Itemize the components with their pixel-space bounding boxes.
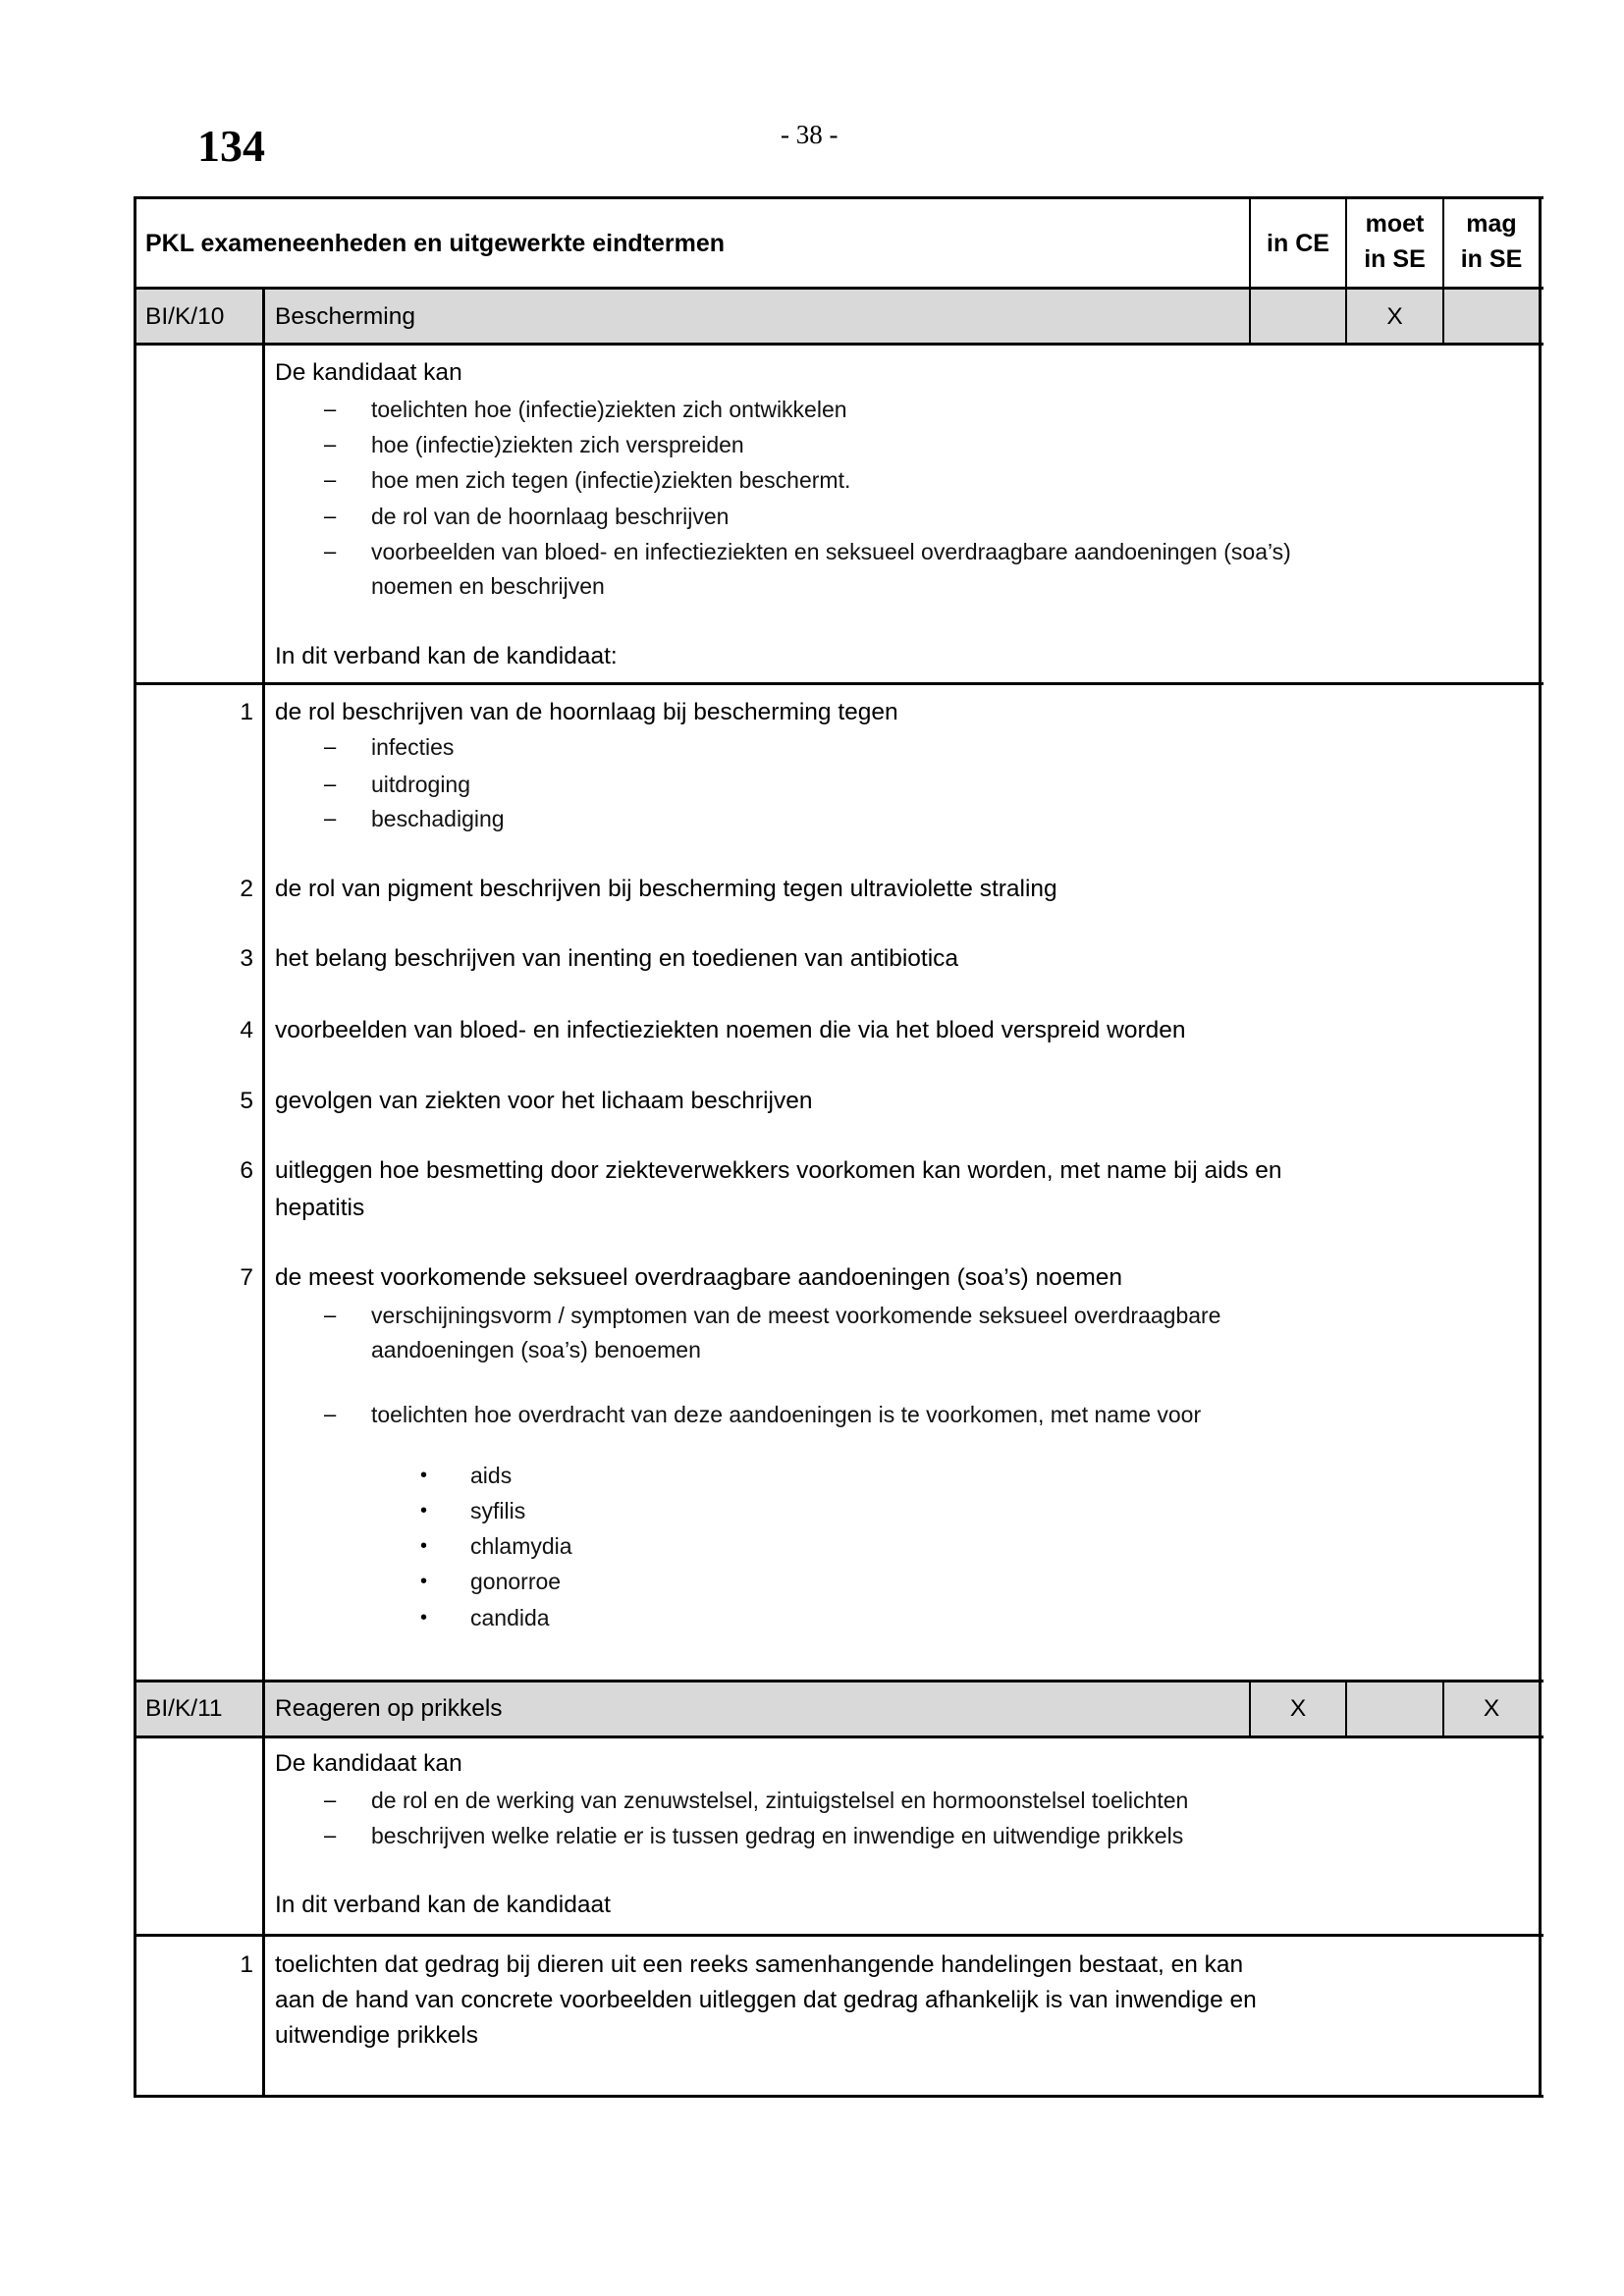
dash-icon: – xyxy=(324,806,337,830)
item-sub: toelichten hoe overdracht van deze aandoeningen is te voorkomen, met name voor xyxy=(371,1402,1202,1427)
row-divider xyxy=(134,343,1543,346)
item-sub: beschadiging xyxy=(371,806,505,831)
bullet-item: gonorroe xyxy=(470,1569,562,1594)
dash-icon: – xyxy=(324,467,337,492)
item-text: voorbeelden van bloed- en infectieziekten noemen die via het bloed verspreid worden xyxy=(275,1017,1186,1043)
unit-title: Reageren op prikkels xyxy=(275,1695,503,1722)
bullet-icon: • xyxy=(420,1535,428,1557)
dash-icon: – xyxy=(324,1303,337,1327)
unit-code: BI/K/11 xyxy=(145,1695,223,1722)
table-border-left xyxy=(134,196,136,2098)
item-sub: infecties xyxy=(371,734,455,760)
col-header-mag-line1: mag xyxy=(1466,210,1517,238)
row-divider xyxy=(134,682,1543,685)
table-title: PKL exameneenheden en uitgewerkte eindtermen xyxy=(145,230,726,257)
intro-item: beschrijven welke relatie er is tussen gedrag en inwendige en uitwendige prikkels xyxy=(371,1823,1184,1848)
bullet-icon: • xyxy=(420,1571,428,1592)
item-number: 7 xyxy=(240,1264,253,1291)
col-header-moet-line2: in SE xyxy=(1364,245,1426,273)
item-text-continuation: uitwendige prikkels xyxy=(275,2022,478,2049)
item-text: gevolgen van ziekten voor het lichaam beschrijven xyxy=(275,1088,813,1114)
unit-in-ce-mark: X xyxy=(1289,1695,1307,1722)
bullet-item: aids xyxy=(470,1463,513,1488)
intro-item: hoe (infectie)ziekten zich verspreiden xyxy=(371,432,744,457)
bullet-item: chlamydia xyxy=(470,1533,572,1559)
intro-item: de rol van de hoornlaag beschrijven xyxy=(371,504,730,529)
bullet-icon: • xyxy=(420,1500,428,1522)
intro-item: de rol en de werking van zenuwstelsel, zintuigstelsel en hormoonstelsel toelichten xyxy=(371,1788,1189,1813)
col-header-moet-line1: moet xyxy=(1365,210,1425,238)
dash-icon: – xyxy=(324,1402,337,1426)
intro-item: toelichten hoe (infectie)ziekten zich ontwikkelen xyxy=(371,397,847,422)
col-divider-moet xyxy=(1345,1681,1347,1737)
bullet-icon: • xyxy=(420,1465,428,1486)
item-text: uitleggen hoe besmetting door ziekteverwekkers voorkomen kan worden, met name bij aids en xyxy=(275,1157,1282,1184)
item-number: 3 xyxy=(240,945,253,972)
item-sub: verschijningsvorm / symptomen van de meest voorkomende seksueel overdraagbare xyxy=(371,1303,1221,1328)
intro-text: De kandidaat kan xyxy=(275,359,462,386)
intro-text: De kandidaat kan xyxy=(275,1750,462,1777)
bullet-icon: • xyxy=(420,1607,428,1629)
table-border-bottom xyxy=(134,2095,1543,2098)
item-number: 1 xyxy=(240,699,253,725)
item-sub: uitdroging xyxy=(371,772,471,797)
unit-title: Bescherming xyxy=(275,303,415,330)
table-border-top xyxy=(134,196,1543,199)
col-divider-ce xyxy=(1249,196,1251,345)
item-number: 1 xyxy=(240,1951,253,1978)
bullet-item: candida xyxy=(470,1605,550,1630)
dash-icon: – xyxy=(324,397,337,421)
item-number: 4 xyxy=(240,1017,253,1043)
dash-icon: – xyxy=(324,1823,337,1847)
table-border-right xyxy=(1539,196,1542,2098)
item-text: toelichten dat gedrag bij dieren uit een reeks samenhangende handelingen bestaat, en kan xyxy=(275,1951,1244,1978)
row-divider xyxy=(134,1934,1543,1937)
page-number: 134 xyxy=(197,121,265,171)
col-header-in-ce: in CE xyxy=(1267,230,1329,257)
row-divider xyxy=(134,1735,1543,1738)
intro-item: hoe men zich tegen (infectie)ziekten beschermt. xyxy=(371,467,851,493)
item-text: de rol van pigment beschrijven bij bescherming tegen ultraviolette straling xyxy=(275,876,1057,902)
item-text: de meest voorkomende seksueel overdraagbare aandoeningen (soa’s) noemen xyxy=(275,1264,1123,1291)
unit-moet-in-se-mark: X xyxy=(1386,303,1403,330)
dash-icon: – xyxy=(324,432,337,456)
intro-item-continuation: noemen en beschrijven xyxy=(371,573,605,599)
row-divider xyxy=(134,1680,1543,1682)
dash-icon: – xyxy=(324,772,337,796)
code-column-divider xyxy=(262,288,265,2097)
row-divider xyxy=(134,287,1543,290)
bullet-item: syfilis xyxy=(470,1498,526,1523)
item-text-continuation: hepatitis xyxy=(275,1195,365,1221)
folio: - 38 - xyxy=(781,120,839,149)
context-text: In dit verband kan de kandidaat: xyxy=(275,643,618,669)
item-number: 5 xyxy=(240,1088,253,1114)
item-text-continuation: aan de hand van concrete voorbeelden uitleggen dat gedrag afhankelijk is van inwendige en xyxy=(275,1987,1257,2013)
col-header-mag-line2: in SE xyxy=(1460,245,1523,273)
item-number: 2 xyxy=(240,876,253,902)
intro-item: voorbeelden van bloed- en infectieziekten en seksueel overdraagbare aandoeningen (soa’s) xyxy=(371,539,1291,564)
item-sub-continuation: aandoeningen (soa’s) benoemen xyxy=(371,1337,701,1362)
dash-icon: – xyxy=(324,504,337,528)
item-text: het belang beschrijven van inenting en toedienen van antibiotica xyxy=(275,945,959,972)
unit-code: BI/K/10 xyxy=(145,303,225,330)
item-text: de rol beschrijven van de hoornlaag bij bescherming tegen xyxy=(275,699,898,725)
dash-icon: – xyxy=(324,734,337,759)
unit-mag-in-se-mark: X xyxy=(1483,1695,1500,1722)
item-number: 6 xyxy=(240,1157,253,1184)
dash-icon: – xyxy=(324,1788,337,1812)
dash-icon: – xyxy=(324,539,337,563)
context-text: In dit verband kan de kandidaat xyxy=(275,1892,611,1918)
